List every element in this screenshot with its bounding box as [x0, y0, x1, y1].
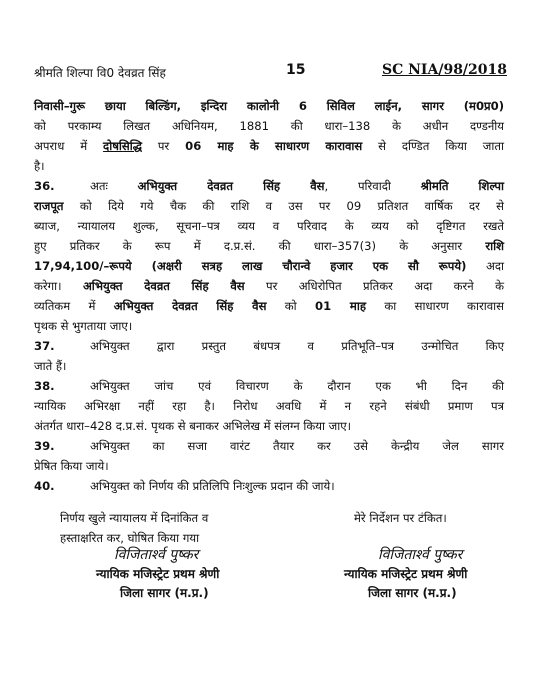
para-number: 40. [34, 479, 55, 493]
case-number: SC NIA/98/2018 [382, 62, 508, 78]
para-line: जाते हैं। [34, 359, 67, 373]
closing-line: हस्ताक्षरित कर, घोषित किया गया [60, 531, 200, 545]
text: को [266, 299, 316, 313]
text: अतः [90, 179, 138, 193]
default-sentence: 01 माह [315, 299, 366, 313]
text: अभियुक्त को निर्णय की प्रतिलिपि निःशुल्क प्रदान की जाये। [90, 479, 335, 493]
para-line [34, 476, 504, 496]
signature-name: विजितार्श्व पुष्कर [378, 547, 463, 563]
text: को दिये गये चैक की राशि व उस पर 09 प्रतिशत वार्षिक दर से [63, 199, 504, 213]
body-line [34, 136, 504, 156]
signature-block-left [96, 546, 219, 603]
para-line: पृथक से भुगताया जाए। [34, 319, 133, 333]
para-line [34, 176, 504, 196]
conviction-text: दोषसिद्धि [103, 139, 143, 153]
para-line: ब्याज, न्यायालय शुल्क, सूचना–पत्र व्यय व परिवाद के व्यय को दृष्टिगत रखते [34, 219, 504, 233]
para-line [34, 376, 504, 396]
para-line [34, 276, 504, 296]
text: का साधारण कारावास [365, 299, 504, 313]
para-line: प्रेषित किया जाये। [34, 459, 109, 473]
text: व्यतिकम में [34, 299, 114, 313]
signatory-designation: न्यायिक मजिस्ट्रेट प्रथम श्रेणी [96, 567, 220, 581]
complainant-surname: राजपूत [34, 199, 64, 213]
body-line: को परकाम्य लिखत अधिनियम, 1881 की धारा–138 के अधीन दण्डनीय [34, 119, 504, 133]
para-line [34, 236, 504, 256]
signatory-place: जिला सागर (म.प्र.) [368, 586, 457, 600]
text: अभियुक्त जांच एवं विचारण के दौरान एक भी दिन की [90, 379, 504, 393]
sentence-text: 06 माह के साधारण कारावास [185, 139, 363, 153]
text: अपराध में [34, 139, 104, 153]
para-line [34, 436, 504, 456]
paragraph-40 [34, 476, 504, 496]
judgment-body [34, 96, 504, 176]
para-number: 36. [34, 179, 55, 193]
compensation-amount: 17,94,100/–रूपये (अक्षरी सत्रह लाख चौरान्वे हजार एक सौ रूपये) [34, 259, 467, 273]
amount-label: राशि [485, 239, 504, 253]
para-number: 39. [34, 439, 55, 453]
text: करेगा। [34, 279, 83, 293]
text: पर [142, 139, 186, 153]
closing-line: निर्णय खुले न्यायालय में दिनांकित व [60, 511, 209, 525]
text: अभियुक्त का सजा वारंट तैयार कर उसे केन्द्रीय जेल सागर [90, 439, 504, 453]
accused-name: अभियुक्त देवव्रत सिंह वैस [137, 179, 325, 193]
paragraph-38 [34, 376, 504, 436]
signatory-name [360, 546, 467, 565]
para-line [34, 336, 504, 356]
body-line: है। [34, 159, 45, 173]
paragraph-39 [34, 436, 504, 476]
para-line [34, 196, 504, 216]
text: अदा [466, 259, 505, 273]
para-line [34, 256, 504, 276]
accused-name: अभियुक्त देवव्रत सिंह वैस [113, 299, 267, 313]
text: हुए प्रतिकर के रूप में द.प्र.सं. की धारा–357(3) के अनुसार [34, 239, 486, 253]
para-number: 37. [34, 339, 55, 353]
paragraph-36 [34, 176, 504, 336]
text: , परिवादी [324, 179, 421, 193]
signature-name: विजितार्श्व पुष्कर [114, 547, 199, 563]
para-number: 38. [34, 379, 55, 393]
signature-block-right [344, 546, 468, 603]
complainant-name: श्रीमति शिल्पा [420, 179, 505, 193]
address-line: निवासी–गुरू छाया बिल्डिंग, इन्दिरा कालोनी 6 सिविल लाईन, सागर (म0प्र0) [34, 99, 504, 113]
paragraph-37 [34, 336, 504, 376]
text: से दण्डित किया जाता [362, 139, 504, 153]
para-line: न्यायिक अभिरक्षा नहीं रहा है। निरोध अवधि में न रहने संबंधी प्रमाण पत्र [34, 399, 504, 413]
closing-line: मेरे निर्देशन पर टंकित। [354, 511, 447, 525]
signatory-place: जिला सागर (म.प्र.) [120, 586, 209, 600]
header-case-title: श्रीमति शिल्पा वि0 देवव्रत सिंह [34, 66, 166, 80]
signatory-name [96, 546, 219, 565]
typed-note [354, 508, 447, 528]
para-line [34, 296, 504, 316]
page-number: 15 [286, 62, 306, 78]
accused-name: अभियुक्त देवव्रत सिंह वैस [82, 279, 245, 293]
text: अभियुक्त द्वारा प्रस्तुत बंधपत्र व प्रतिभूति–पत्र उन्मोचित किए [90, 339, 504, 353]
pronouncement-note [60, 508, 208, 548]
signatory-designation: न्यायिक मजिस्ट्रेट प्रथम श्रेणी [344, 567, 468, 581]
text: पर अधिरोपित प्रतिकर अदा करने के [244, 279, 504, 293]
para-line: अंतर्गत धारा–428 द.प्र.सं. पृथक से बनाकर अभिलेख में संलग्न किया जाए। [34, 419, 352, 433]
